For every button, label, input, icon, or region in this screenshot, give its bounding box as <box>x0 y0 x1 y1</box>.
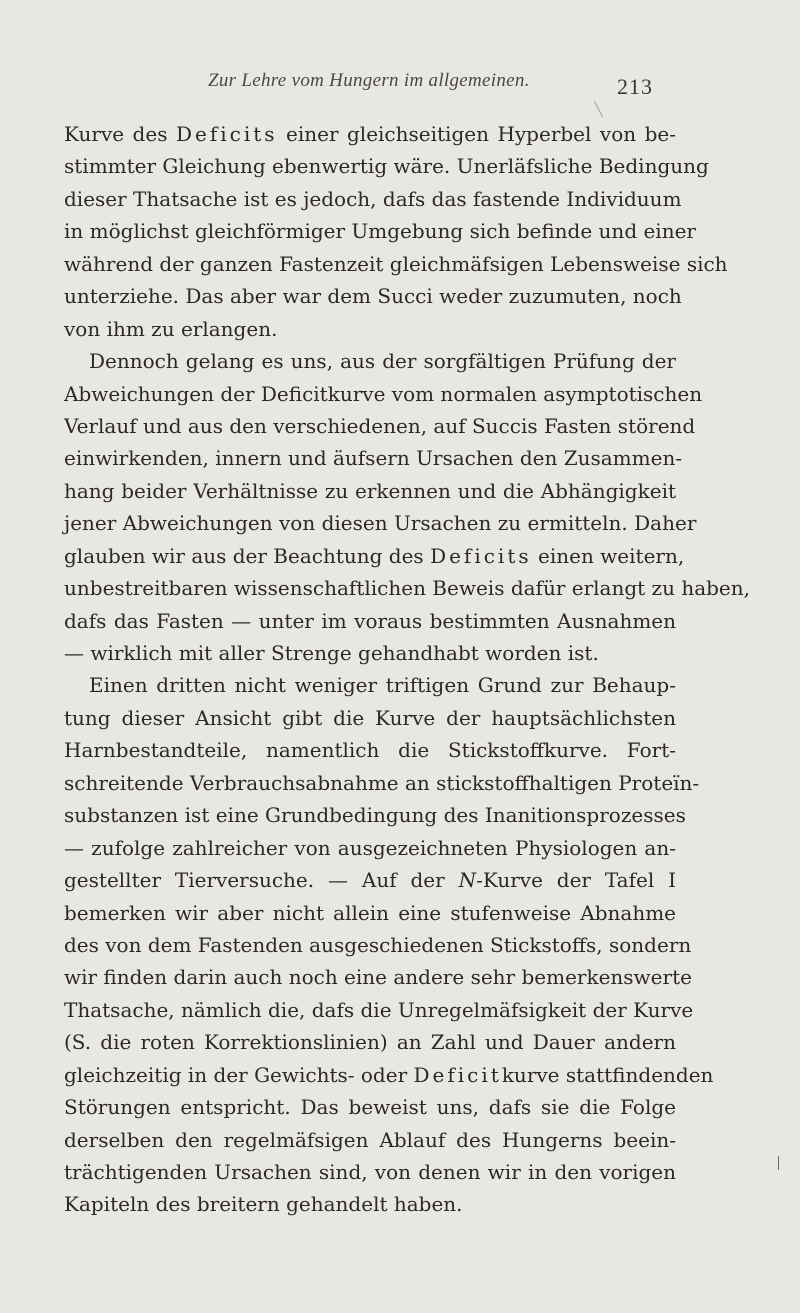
text-line: unterziehe. Das aber war dem Succi weder zuzumuten, noch <box>64 284 682 309</box>
text-line: Störungen entspricht. Das beweist uns, dafs sie die Folge <box>64 1095 676 1120</box>
text-line: dieser Thatsache ist es jedoch, dafs das fastende Individuum <box>64 186 682 211</box>
body-text <box>64 118 750 1221</box>
spaced-emphasis: Deficits <box>430 543 532 568</box>
text-line: tung dieser Ansicht gibt die Kurve der hauptsächlichsten <box>64 705 676 730</box>
paragraph-1 <box>64 118 728 345</box>
text-line: Kapiteln des breitern gehandelt haben. <box>64 1192 463 1217</box>
paragraph-2 <box>64 345 750 669</box>
running-title: Zur Lehre vom Hungern im allgemeinen. <box>208 70 530 91</box>
text-line: unbestreitbaren wissenschaftlichen Beweis dafür erlangt zu haben, <box>64 576 750 601</box>
text-line: Harnbestandteile, namentlich die Stickstoffkurve. Fort- <box>64 738 676 763</box>
text-line: (S. die roten Korrektionslinien) an Zahl und Dauer andern <box>64 1030 676 1055</box>
text-line: gleichzeitig in der Gewichts- oder Deficitkurve stattfindenden <box>64 1062 714 1087</box>
text-line: einwirkenden, innern und äufsern Ursachen den Zusammen- <box>64 446 683 471</box>
spaced-emphasis: Deficits <box>175 122 278 146</box>
text-line: stimmter Gleichung ebenwertig wäre. Unerläfsliche Bedingung <box>64 154 709 179</box>
spaced-emphasis: Deficit <box>413 1062 502 1087</box>
text-line: in möglichst gleichförmiger Umgebung sich befinde und einer <box>64 219 696 244</box>
italic-symbol: N <box>458 868 477 893</box>
text-line: Einen dritten nicht weniger triftigen Grund zur Behaup- <box>89 673 676 698</box>
text-line: jener Abweichungen von diesen Ursachen zu ermitteln. Daher <box>64 511 697 536</box>
print-mark <box>594 101 603 117</box>
text-line: Kurve des Deficits einer gleichseitigen Hyperbel von be- <box>64 122 676 146</box>
text-line: Abweichungen der Deficitkurve vom normalen asymptotischen <box>64 381 703 406</box>
page-number: 213 <box>617 74 653 99</box>
text-line: derselben den regelmäfsigen Ablauf des Hungerns beein- <box>64 1127 676 1152</box>
text-line: bemerken wir aber nicht allein eine stufenweise Abnahme <box>64 900 676 925</box>
text-line: dafs das Fasten — unter im voraus bestimmten Ausnahmen <box>64 608 676 633</box>
text-line: von ihm zu erlangen. <box>64 316 278 341</box>
text-line: Verlauf und aus den verschiedenen, auf Succis Fasten störend <box>64 413 696 438</box>
text-line: schreitende Verbrauchsabnahme an stickstoffhaltigen Proteïn- <box>64 770 700 795</box>
text-line: substanzen ist eine Grundbedingung des Inanitionsprozesses <box>64 803 686 828</box>
text-line: hang beider Verhältnisse zu erkennen und die Abhängigkeit <box>64 478 676 503</box>
text-line: Thatsache, nämlich die, dafs die Unregelmäfsigkeit der Kurve <box>64 997 694 1022</box>
text-line: glauben wir aus der Beachtung des Deficits einen weitern, <box>64 543 685 568</box>
text-line: — zufolge zahlreicher von ausgezeichneten Physiologen an- <box>64 835 676 860</box>
text-line: Dennoch gelang es uns, aus der sorgfältigen Prüfung der <box>89 349 676 374</box>
running-head <box>0 70 800 100</box>
text-line: — wirklich mit aller Strenge gehandhabt worden ist. <box>64 641 599 665</box>
text-line: während der ganzen Fastenzeit gleichmäfsigen Lebensweise sich <box>64 251 728 276</box>
paragraph-3 <box>64 669 714 1220</box>
text-line: gestellter Tierversuche. — Auf der N-Kurve der Tafel I <box>64 868 676 893</box>
text-line: trächtigenden Ursachen sind, von denen wir in den vorigen <box>64 1160 676 1184</box>
text-line: wir finden darin auch noch eine andere sehr bemerkenswerte <box>64 965 692 990</box>
print-mark <box>778 1156 779 1170</box>
text-line: des von dem Fastenden ausgeschiedenen Stickstoffs, sondern <box>64 932 692 957</box>
